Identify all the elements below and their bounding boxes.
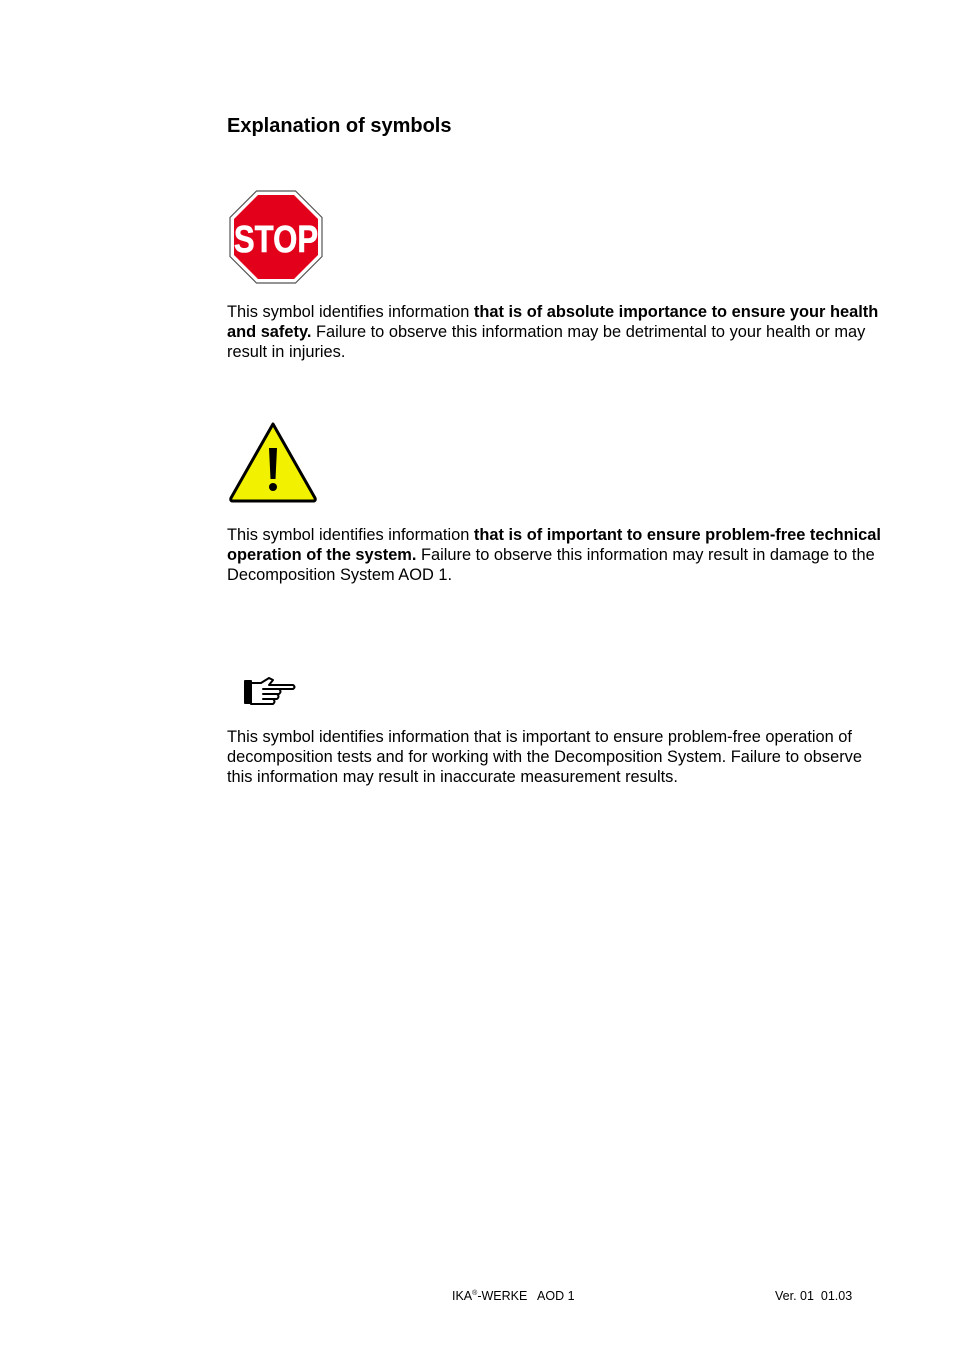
stop-sign-icon [229, 190, 323, 284]
stop-sign-label: STOP [233, 219, 319, 261]
footer-version: Ver. 01 01.03 [775, 1289, 853, 1303]
stop-description: This symbol identifies information that is of absolute importance to ensure your health and safety. Failure to observe this information may be detrimental to your health or may result in injuries. [227, 303, 879, 361]
footer-brand: IKA®-WERKE AOD 1 [452, 1289, 575, 1303]
page-title: Explanation of symbols [227, 115, 452, 137]
warning-triangle-icon [228, 421, 318, 503]
info-description: This symbol identifies information that is important to ensure problem-free operation of decomposition tests and for working with the Decomposition System. Failure to observe this information may result in inaccurate measurement results. [227, 728, 862, 786]
pointing-hand-icon [243, 674, 299, 708]
warning-description: This symbol identifies information that is of important to ensure problem-free technical operation of the system. Failure to observe this information may result in damage to the Decomposition System AOD 1. [227, 526, 881, 584]
